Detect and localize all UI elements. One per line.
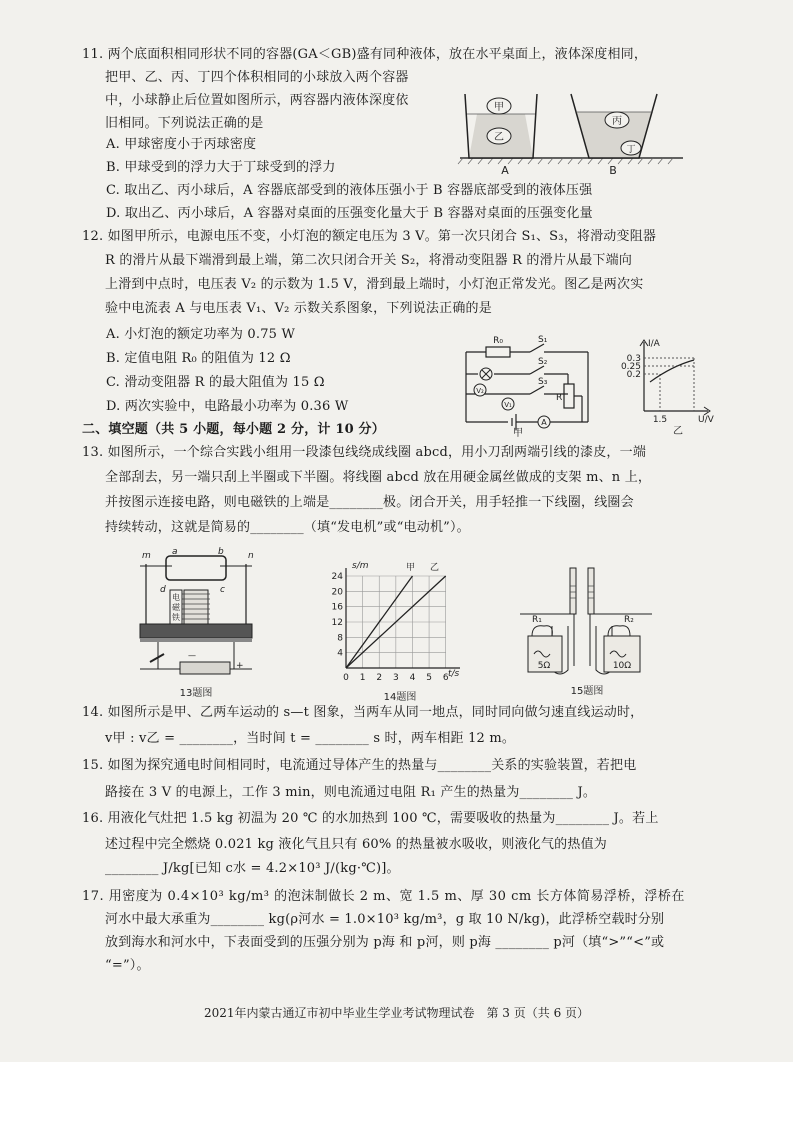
- q12-line2: R 的滑片从最下端滑到最上端，第二次只闭合开关 S₂，将滑动变阻器 R 的滑片从最下端向: [105, 253, 633, 268]
- q16-line1: 16. 用液化气灶把 1.5 kg 初温为 20 ℃ 的水加热到 100 ℃，需要吸收的热量为________ J。若上: [82, 811, 659, 826]
- graph-ylabel: I/A: [648, 339, 660, 349]
- chart-y-tick-label: 24: [331, 572, 343, 582]
- chart-y-tick-label: 4: [337, 648, 343, 659]
- q12-option-d: D. 两次实验中，电路最小功率为 0.36 W: [106, 399, 349, 414]
- chart-x-tick-label: 5: [426, 673, 432, 683]
- graph-xtick: 1.5: [652, 415, 668, 425]
- q14-line1: 14. 如图所示是甲、乙两车运动的 s—t 图象，当两车从同一地点，同时同向做匀速直线运动时，: [82, 705, 644, 720]
- fig13-b-label: b: [218, 547, 224, 557]
- fig13-motor: [136, 544, 266, 704]
- res-5ohm-label: 5Ω: [537, 661, 551, 671]
- fig14-series-yi: 乙: [430, 563, 440, 573]
- chart-x-tick-label: 2: [376, 673, 383, 683]
- page-footer: 2021年内蒙古通辽市初中毕业生学业考试物理试卷 第 3 页（共 6 页）: [203, 1006, 590, 1020]
- fig12-caption-yi: 乙: [673, 426, 683, 436]
- container-b-label: B: [609, 164, 617, 176]
- q14-line2: v甲 : v乙 = ________，当时间 t = ________ s 时，两车相距 12 m。: [105, 731, 516, 746]
- q12-option-b: B. 定值电阻 R₀ 的阻值为 12 Ω: [106, 351, 291, 366]
- fig14-caption: 14题图: [383, 692, 417, 703]
- fig12-graph: [616, 336, 716, 436]
- s2-label: S₂: [538, 357, 548, 367]
- q12-line3: 上滑到中点时，电压表 V₂ 的示数为 1.5 V，滑到最上端时，小灯泡正常发光。图乙是两次实: [105, 277, 644, 292]
- fig14-series-jia: 甲: [406, 563, 416, 573]
- graph-ytick-1: 0.3: [626, 354, 641, 364]
- graph-ytick-3: 0.2: [626, 370, 641, 380]
- section-fill-in-blank: 二、填空题（共 5 小题，每小题 2 分，计 10 分）: [82, 422, 385, 437]
- q11-option-c: C. 取出乙、丙小球后，A 容器底部受到的液体压强小于 B 容器底部受到的液体压强: [106, 183, 593, 198]
- q17-line1: 17. 用密度为 0.4×10³ kg/m³ 的泡沫制做长 2 m、宽 1.5 m、厚 30 cm 长方体简易浮桥，浮桥在: [82, 889, 685, 904]
- fig14-ylabel: s/m: [352, 561, 369, 571]
- r0-label: R₀: [493, 336, 503, 346]
- fig13-m-label: m: [142, 551, 151, 561]
- q13-line3: 并按图示连接电路，则电磁铁的上端是________极。闭合开关，用手轻推一下线圈，线圈会: [105, 495, 634, 510]
- chart-x-tick-label: 3: [392, 673, 399, 683]
- q13-line1: 13. 如图所示，一个综合实践小组用一段漆包线绕成线圈 abcd，用小刀刮两端引线的漆皮，一端: [82, 445, 647, 460]
- q12-option-a: A. 小灯泡的额定功率为 0.75 W: [106, 327, 296, 342]
- chart-x-tick-label: 1: [359, 673, 366, 683]
- res-10ohm-label: 10Ω: [612, 661, 632, 671]
- q13-line2: 全部刮去，另一端只刮上半圈或下半圈。将线圈 abcd 放在用硬金属丝做成的支架 m、n 上，: [105, 470, 652, 485]
- q16-line3: ________ J/kg[已知 c水 = 4.2×10³ J/(kg·℃)]。: [105, 861, 400, 876]
- chart-x-tick-label: 4: [409, 673, 416, 683]
- chart-y-tick-label: 20: [331, 587, 343, 598]
- rheostat-label: R: [556, 393, 563, 403]
- q11-line3: 中，小球静止后位置如图所示，两容器内液体深度依: [105, 93, 409, 108]
- fig14-chart: [320, 556, 480, 706]
- q12-option-c: C. 滑动变阻器 R 的最大阻值为 15 Ω: [106, 375, 325, 390]
- q17-line4: “=”）。: [105, 958, 150, 973]
- q11-line4: 旧相同。下列说法正确的是: [105, 116, 264, 131]
- ball-ding-label: 丁: [626, 145, 636, 155]
- container-a-label: A: [501, 164, 509, 176]
- q12-line1: 12. 如图甲所示，电源电压不变，小灯泡的额定电压为 3 V。第一次只闭合 S₁、S₃，将滑动变阻器: [82, 229, 657, 244]
- fig13-caption: 13题图: [179, 688, 213, 699]
- fig13-d-label: d: [160, 585, 166, 595]
- ball-yi-label: 乙: [494, 132, 504, 143]
- fig13-a-label: a: [172, 547, 178, 557]
- s3-label: S₃: [538, 377, 548, 387]
- v1-meter-label: V₁: [504, 401, 512, 409]
- graph-xlabel: U/V: [698, 415, 714, 425]
- r1-label: R₁: [532, 615, 542, 625]
- q13-line4: 持续转动，这就是简易的________（填“发电机”或“电动机”）。: [105, 520, 470, 535]
- graph-ytick-2: 0.25: [620, 362, 641, 372]
- fig12-caption-jia: 甲: [513, 428, 523, 438]
- q17-line2: 河水中最大承重为________ kg(ρ河水 = 1.0×10³ kg/m³，g 取 10 N/kg)，此浮桥空载时分别: [105, 912, 665, 927]
- fig13-minus-label: —: [188, 651, 196, 660]
- q15-line2: 路接在 3 V 的电源上，工作 3 min，则电流通过电阻 R₁ 产生的热量为________ J。: [105, 785, 597, 800]
- fig13-c-label: c: [220, 585, 225, 595]
- q12-line4: 验中电流表 A 与电压表 V₁、V₂ 示数关系图象，下列说法正确的是: [105, 301, 492, 316]
- chart-x-tick-label: 0: [343, 673, 349, 683]
- fig15-apparatus: [512, 566, 662, 702]
- fig11-containers: [455, 86, 695, 176]
- fig13-plus-label: +: [236, 661, 244, 671]
- q16-line2: 述过程中完全燃烧 0.021 kg 液化气且只有 60% 的热量被水吸收，则液化气的热值为: [105, 837, 607, 852]
- q11-line1: 11. 两个底面积相同形状不同的容器(GA＜GB)盛有同种液体，放在水平桌面上，液体深度相同，: [82, 47, 648, 62]
- magnet-char-1: 电: [172, 593, 180, 602]
- fig13-n-label: n: [248, 551, 254, 561]
- ball-jia-label: 甲: [494, 102, 504, 113]
- magnet-char-2: 磁: [172, 603, 180, 612]
- q11-option-a: A. 甲球密度小于丙球密度: [106, 137, 257, 152]
- fig12-circuit: [458, 330, 598, 438]
- q11-option-d: D. 取出乙、丙小球后，A 容器对桌面的压强变化量大于 B 容器对桌面的压强变化量: [106, 206, 593, 221]
- fig14-xlabel: t/s: [448, 669, 460, 679]
- bottom-margin: [0, 1062, 793, 1123]
- q11-line2: 把甲、乙、丙、丁四个体积相同的小球放入两个容器: [105, 70, 409, 85]
- v2-meter-label: V₂: [476, 387, 484, 395]
- q17-line3: 放到海水和河水中，下表面受到的压强分别为 p海 和 p河，则 p海 ________ p河（填“>”“<”或: [105, 935, 665, 950]
- ammeter-label: A: [541, 418, 547, 427]
- r2-label: R₂: [624, 615, 634, 625]
- chart-x-tick-label: 6: [442, 673, 449, 683]
- ball-bing-label: 丙: [612, 116, 622, 127]
- fig15-caption: 15题图: [570, 686, 604, 697]
- magnet-char-3: 铁: [172, 613, 180, 622]
- chart-y-tick-label: 8: [337, 633, 343, 644]
- chart-y-tick-label: 12: [331, 618, 343, 628]
- q11-option-b: B. 甲球受到的浮力大于丁球受到的浮力: [106, 160, 336, 175]
- s1-label: S₁: [538, 335, 548, 345]
- q15-line1: 15. 如图为探究通电时间相同时，电流通过导体产生的热量与________关系的实验装置，若把电: [82, 758, 637, 773]
- chart-y-tick-label: 16: [331, 602, 343, 613]
